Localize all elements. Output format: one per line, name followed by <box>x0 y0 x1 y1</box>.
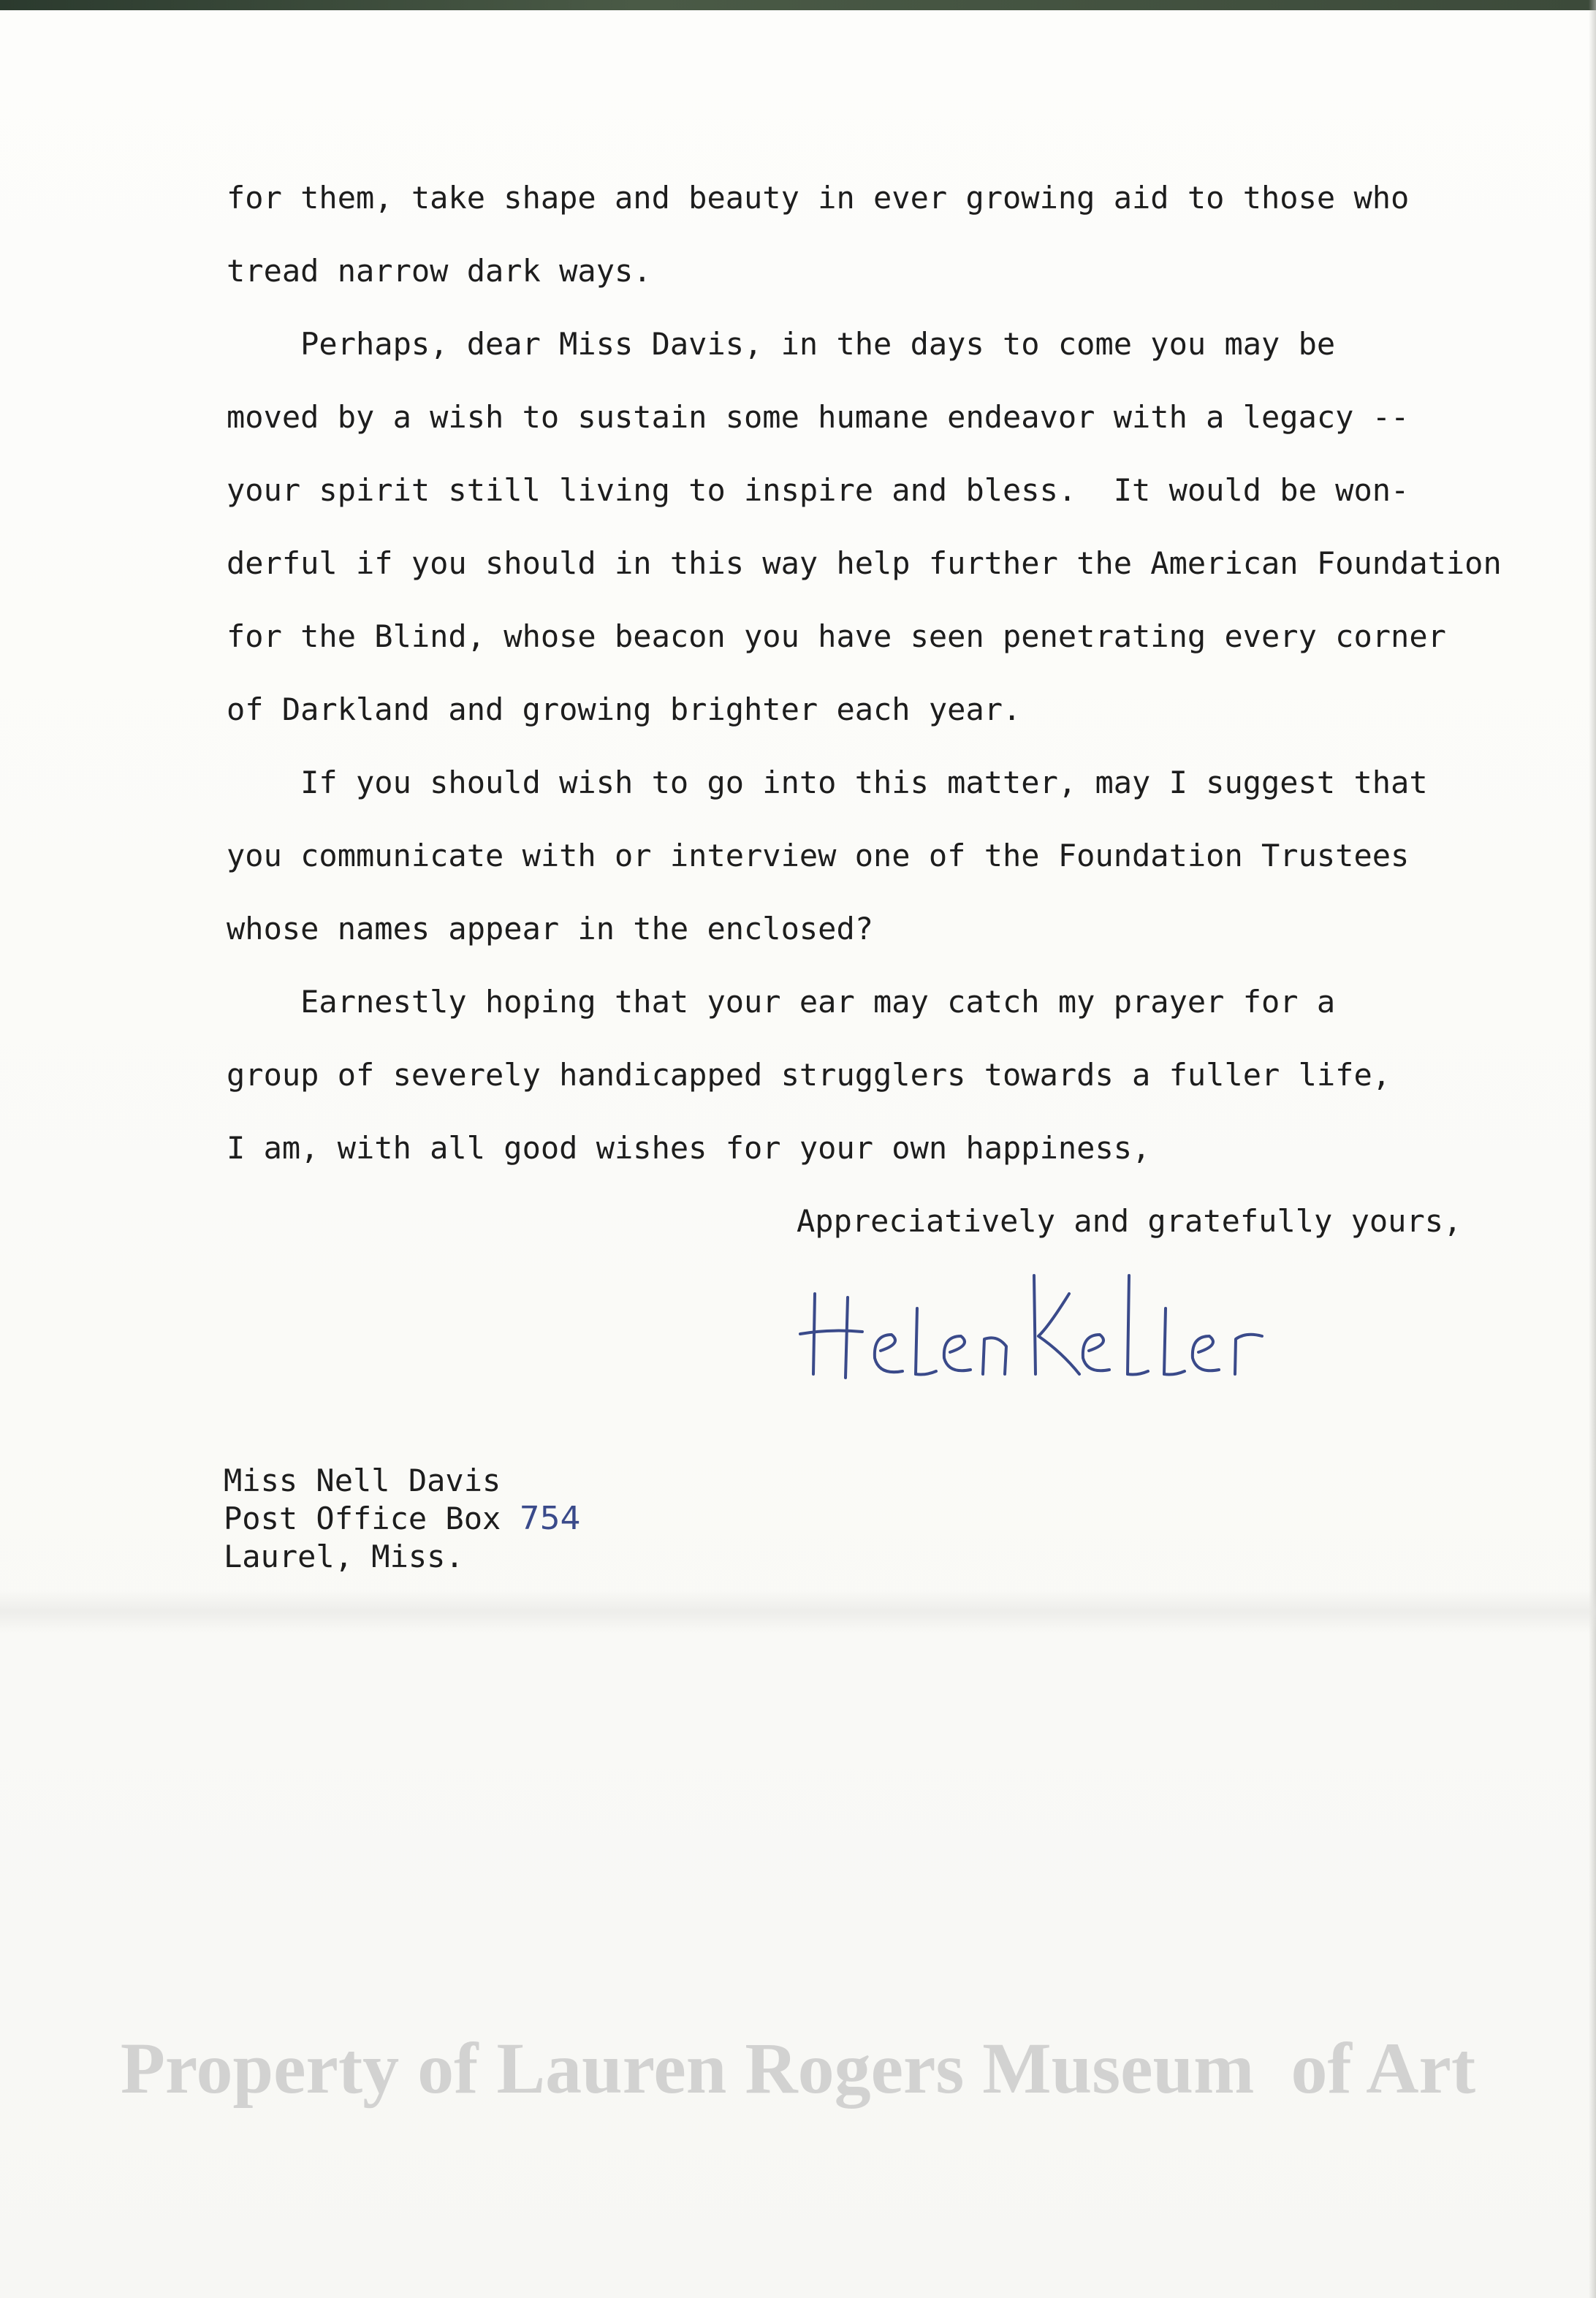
body-line: for the Blind, whose beacon you have seen penetrating every corner <box>227 618 1446 654</box>
body-line: you communicate with or interview one of the Foundation Trustees <box>227 838 1410 873</box>
recipient-city: Laurel, Miss. <box>224 1539 464 1574</box>
paper-fold-line <box>0 1590 1596 1634</box>
body-line: your spirit still living to inspire and bless. It would be won- <box>227 472 1410 508</box>
body-line: I am, with all good wishes for your own happiness, <box>227 1130 1151 1166</box>
recipient-address <box>224 1462 581 1576</box>
body-line: for them, take shape and beauty in ever growing aid to those who <box>227 180 1410 216</box>
scan-right-edge <box>1589 0 1596 2298</box>
recipient-po-box <box>224 1500 581 1538</box>
body-line: derful if you should in this way help further the American Foundation <box>227 545 1502 581</box>
body-line: Earnestly hoping that your ear may catch my prayer for a <box>227 984 1336 1020</box>
body-line: If you should wish to go into this matter, may I suggest that <box>227 765 1428 800</box>
recipient-name: Miss Nell Davis <box>224 1463 501 1498</box>
po-box-number: 754 <box>519 1500 581 1537</box>
handwritten-signature <box>793 1264 1319 1396</box>
scan-top-edge <box>0 0 1596 10</box>
body-line: Perhaps, dear Miss Davis, in the days to come you may be <box>227 326 1336 362</box>
museum-watermark: Property of Lauren Rogers Museum of Art <box>120 2028 1476 2109</box>
body-line: of Darkland and growing brighter each year. <box>227 691 1022 727</box>
body-line: moved by a wish to sustain some humane endeavor with a legacy -- <box>227 399 1410 435</box>
body-line: whose names appear in the enclosed? <box>227 911 874 947</box>
closing-line: Appreciatively and gratefully yours, <box>797 1203 1462 1239</box>
po-box-label: Post Office Box <box>224 1501 520 1536</box>
body-line: tread narrow dark ways. <box>227 253 652 289</box>
body-line: group of severely handicapped strugglers towards a fuller life, <box>227 1057 1391 1093</box>
